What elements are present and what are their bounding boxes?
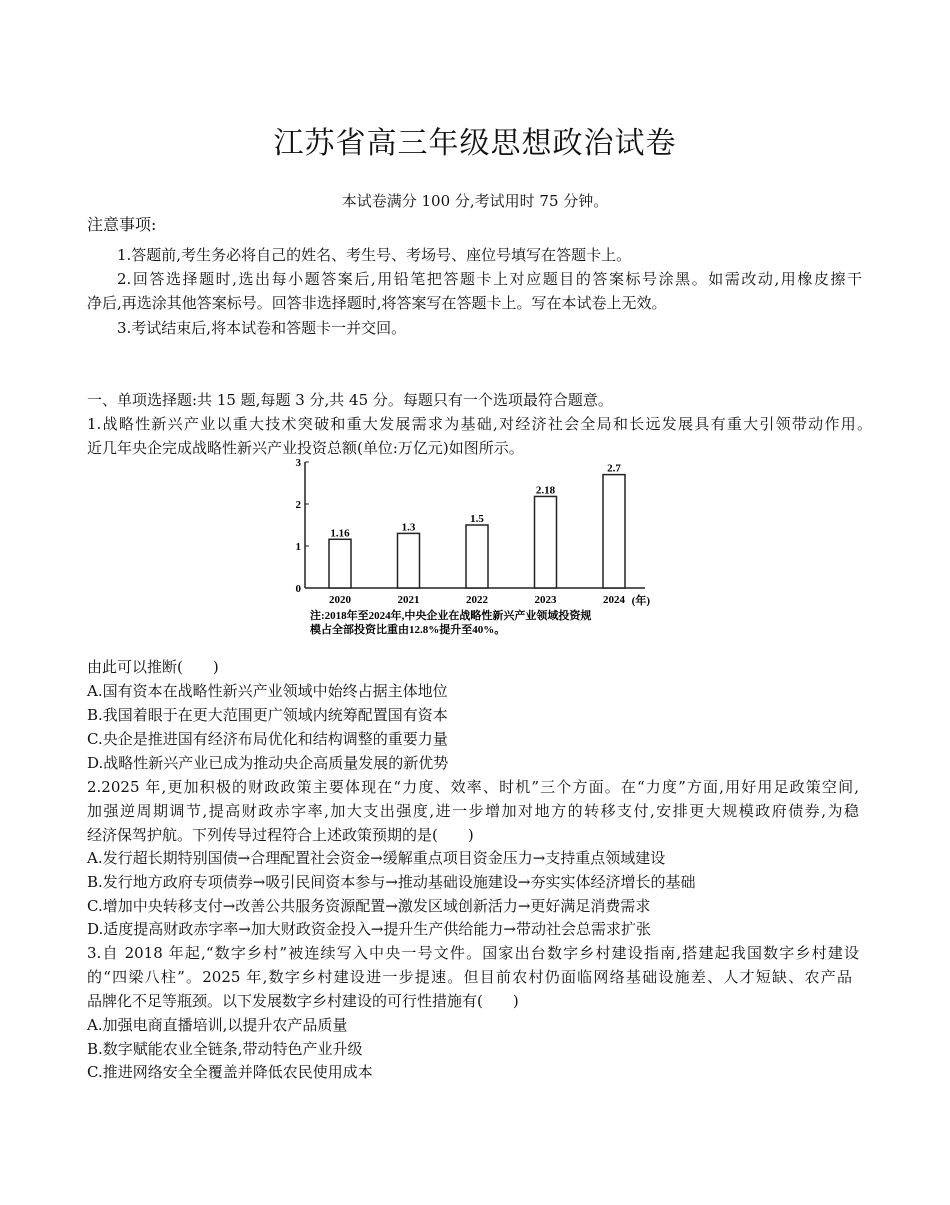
x-axis-label: (年) — [631, 595, 650, 607]
x-tick-label: 2024 — [603, 594, 625, 606]
x-tick-label: 2021 — [397, 594, 420, 606]
y-tick-label: 1 — [295, 541, 301, 553]
q1-stem: 1.战略性新兴产业以重大技术突破和重大发展需求为基础,对经济社会全局和长远发展具有重大引领带动作用。 — [87, 415, 872, 433]
notice-line: 2.回答选择题时,选出每小题答案后,用铅笔把答题卡上对应题目的答案标号涂黑。如需改动,用橡皮擦干 — [117, 270, 862, 288]
investment-bar-chart — [290, 455, 660, 645]
q3-option-c: C.推进网络安全全覆盖并降低农民使用成本 — [87, 1063, 373, 1081]
q1-option-b: B.我国着眼于在更大范围更广领域内统筹配置国有资本 — [87, 706, 448, 724]
q3-option-b: B.数字赋能农业全链条,带动特色产业升级 — [87, 1040, 363, 1058]
y-tick-label: 0 — [295, 583, 301, 595]
chart-note: 注:2018年至2024年,中央企业在战略性新兴产业领域投资规 — [310, 610, 592, 622]
notice-line: 净后,再选涂其他答案标号。回答非选择题时,将答案写在答题卡上。写在本试卷上无效。 — [87, 294, 667, 312]
section-heading: 一、单项选择题:共 15 题,每题 3 分,共 45 分。每题只有一个选项最符合题意。 — [87, 391, 613, 409]
bar-2023 — [535, 496, 557, 588]
q2-option-b: B.发行地方政府专项债券→吸引民间资本参与→推动基础设施建设→夯实实体经济增长的基础 — [87, 873, 696, 891]
q3-option-a: A.加强电商直播培训,以提升农产品质量 — [87, 1016, 348, 1034]
bar-2021 — [398, 533, 420, 588]
x-tick-label: 2020 — [329, 594, 351, 606]
q1-option-c: C.央企是推进国有经济布局优化和结构调整的重要力量 — [87, 730, 448, 748]
x-tick-label: 2022 — [466, 594, 488, 606]
exam-title: 江苏省高三年级思想政治试卷 — [273, 126, 677, 161]
q3-stem: 3.自 2018 年起,“数字乡村”被连续写入中央一号文件。国家出台数字乡村建设指南,搭建起我国数字乡村建设 — [87, 944, 859, 962]
bar-2020 — [329, 539, 351, 588]
q2-stem: 加强逆周期调节,提高财政赤字率,加大支出强度,进一步增加对地方的转移支付,安排更大规模政府债券,为稳 — [87, 802, 859, 820]
bar-value-label: 2.7 — [607, 462, 621, 475]
q2-stem: 经济保驾护航。下列传导过程符合上述政策预期的是( ) — [87, 826, 474, 844]
q2-stem: 2.2025 年,更加积极的财政政策主要体现在“力度、效率、时机”三个方面。在“力度”方面,用好用足政策空间, — [87, 778, 859, 796]
notice-line: 1.答题前,考生务必将自己的姓名、考生号、考场号、座位号填写在答题卡上。 — [117, 246, 632, 264]
chart-note: 模占全部投资比重由12.8%提升至40%。 — [310, 624, 506, 636]
bar-value-label: 1.3 — [401, 521, 416, 534]
q1-option-a: A.国有资本在战略性新兴产业领域中始终占据主体地位 — [87, 682, 448, 700]
notice-line: 3.考试结束后,将本试卷和答题卡一并交回。 — [117, 319, 407, 337]
q2-option-d: D.适度提高财政赤字率→加大财政资金投入→提升生产供给能力→带动社会总需求扩张 — [87, 920, 651, 938]
q3-stem: 的“四梁八柱”。2025 年,数字乡村建设进一步提速。但目前农村仍面临网络基础设施差、人才短缺、农产品 — [87, 968, 852, 986]
bar-value-label: 1.5 — [470, 513, 484, 525]
q1-prompt: 由此可以推断( ) — [87, 658, 219, 676]
exam-subtitle: 本试卷满分 100 分,考试用时 75 分钟。 — [341, 192, 609, 210]
notice-heading: 注意事项: — [87, 215, 157, 234]
q2-option-c: C.增加中央转移支付→改善公共服务资源配置→激发区域创新活力→更好满足消费需求 — [87, 897, 651, 915]
q1-option-d: D.战略性新兴产业已成为推动央企高质量发展的新优势 — [87, 754, 449, 772]
bar-value-label: 2.18 — [535, 484, 556, 497]
q1-stem: 近几年央企完成战略性新兴产业投资总额(单位:万亿元)如图所示。 — [87, 439, 524, 457]
y-tick-label: 2 — [295, 499, 301, 511]
y-tick-label: 3 — [295, 457, 301, 469]
bar-2022 — [466, 525, 488, 588]
bar-value-label: 1.16 — [330, 527, 350, 540]
bar-2024 — [603, 475, 625, 588]
q3-stem: 品牌化不足等瓶颈。以下发展数字乡村建设的可行性措施有( ) — [87, 992, 519, 1010]
x-tick-label: 2023 — [534, 594, 557, 606]
q2-option-a: A.发行超长期特别国债→合理配置社会资金→缓解重点项目资金压力→支持重点领域建设 — [87, 849, 666, 867]
